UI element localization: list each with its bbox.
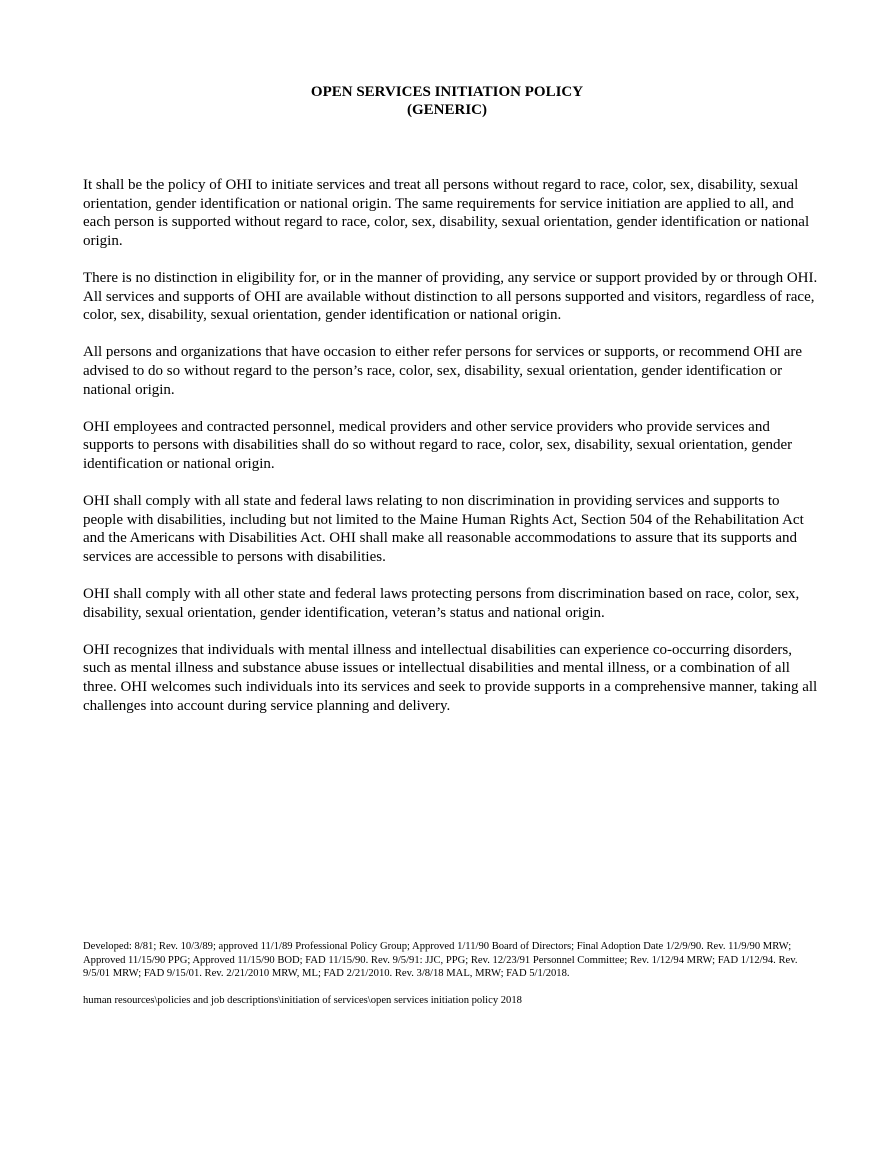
policy-body — [83, 176, 818, 734]
document-footer — [83, 940, 818, 1021]
policy-paragraph: OHI recognizes that individuals with mental illness and intellectual disabilities can experience co-occurring disorders, such as mental illness and substance abuse issues or intellectual disabilities and mental illness, or a combination of all three. OHI welcomes such individuals into its services and seek to provide supports in a comprehensive manner, taking all challenges into account during service planning and delivery. — [83, 641, 818, 714]
document-subtitle: (GENERIC) — [406, 102, 487, 118]
revision-history: Developed: 8/81; Rev. 10/3/89; approved 11/1/89 Professional Policy Group; Approved 1/11/90 Board of Directors; Final Adoption Date 1/2/9/90. Rev. 11/9/90 MRW; Approved 11/15/90 PPG; Approved 11/15/90 BOD; FAD 11/15/90. Rev. 9/5/91: JJC, PPG; Rev. 12/23/91 Personnel Committee; Rev. 1/12/94 MRW; FAD 1/12/94. Rev. 9/5/01 MRW; FAD 9/15/01. Rev. 2/21/2010 MRW, ML; FAD 2/21/2010. Rev. 3/8/18 MAL, MRW; FAD 5/1/2018. — [83, 941, 798, 979]
policy-paragraph: OHI shall comply with all other state and federal laws protecting persons from discrimination based on race, color, sex, disability, sexual orientation, gender identification, veteran’s status and national origin. — [83, 586, 800, 621]
policy-paragraph: OHI shall comply with all state and federal laws relating to non discrimination in providing services and supports to people with disabilities, including but not limited to the Maine Human Rights Act, Section 504 of the Rehabilitation Act and the Americans with Disabilities Act. OHI shall make all reasonable accommodations to assure that its supports and services are accessible to persons with disabilities. — [83, 493, 804, 565]
policy-paragraph: It shall be the policy of OHI to initiate services and treat all persons without regard to race, color, sex, disability, sexual orientation, gender identification or national origin. The same requirements for service initiation are applied to all, and each person is supported without regard to race, color, sex, disability, sexual orientation, gender identification or national origin. — [83, 177, 810, 249]
title-block — [0, 83, 894, 119]
file-path: human resources\policies and job descriptions\initiation of services\open services initiation policy 2018 — [83, 995, 522, 1006]
policy-paragraph: All persons and organizations that have occasion to either refer persons for services or supports, or recommend OHI are advised to do so without regard to the person’s race, color, sex, disability, sexual orientation, gender identification or national origin. — [83, 344, 803, 398]
document-title: OPEN SERVICES INITIATION POLICY — [310, 84, 584, 100]
policy-paragraph: OHI employees and contracted personnel, medical providers and other service providers who provide services and supports to persons with disabilities shall do so without regard to race, color, sex, disability, sexual orientation, gender identification or national origin. — [83, 418, 793, 472]
policy-paragraph: There is no distinction in eligibility for, or in the manner of providing, any service or support provided by or through OHI. All services and supports of OHI are available without distinction to all persons supported and visitors, regardless of race, color, sex, disability, sexual orientation, gender identification or national origin. — [83, 269, 818, 324]
